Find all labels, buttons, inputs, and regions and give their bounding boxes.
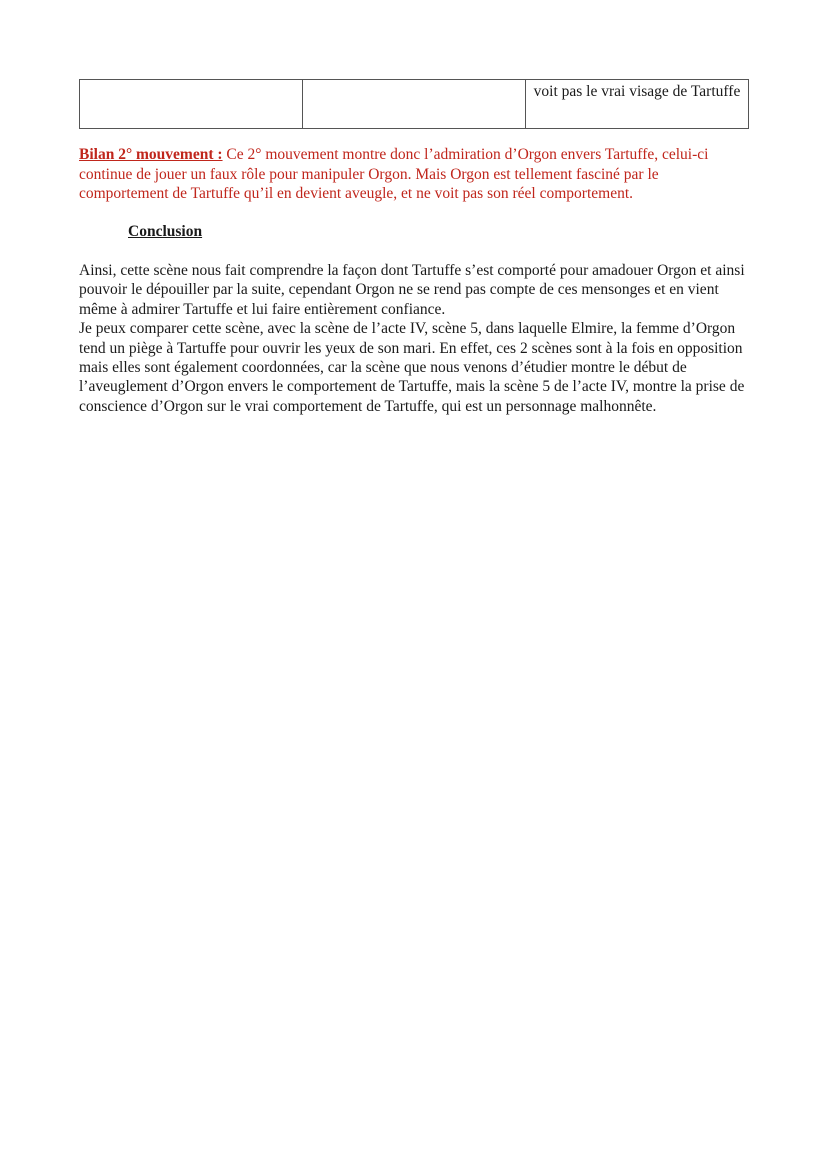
bilan-text: Ce 2° mouvement montre donc l’admiration d’Orgon envers Tartuffe, celui-ci continue de jouer un faux rôle pour manipuler Orgon. Mais Orgon est tellement fasciné par le comportement de Tartuffe qu’il en devient aveugle, et ne voit pas son réel comportement.: [79, 146, 709, 202]
table-cell-col3: voit pas le vrai visage de Tartuffe: [526, 80, 749, 129]
bilan-label: Bilan 2° mouvement :: [79, 146, 223, 163]
conclusion-paragraph-2: Je peux comparer cette scène, avec la scène de l’acte IV, scène 5, dans laquelle Elmire, la femme d’Orgon tend un piège à Tartuffe pour ouvrir les yeux de son mari. En effet, ces 2 scènes sont à la fois en opposition mais elles sont également coordonnées, car la scène que nous venons d’étudier montre le début de l’aveuglement d’Orgon envers le comportement de Tartuffe, mais la scène 5 de l’acte IV, montre la prise de conscience d’Orgon sur le vrai comportement de Tartuffe, qui est un personnage malhonnête.: [79, 320, 745, 415]
table-cell-col2: [303, 80, 526, 129]
conclusion-paragraph-1: Ainsi, cette scène nous fait comprendre la façon dont Tartuffe s’est comporté pour amadouer Orgon et ainsi pouvoir le dépouiller par la suite, cependant Orgon ne se rend pas compte de ces mensonges et en vient même à admirer Tartuffe et lui faire entièrement confiance.: [79, 262, 745, 318]
conclusion-heading: Conclusion: [128, 223, 203, 240]
analysis-table-continuation: [79, 79, 749, 129]
table-cell-col1: [80, 80, 303, 129]
table-row: [80, 80, 749, 129]
bilan-paragraph: [79, 145, 749, 204]
conclusion-body: [79, 261, 749, 416]
